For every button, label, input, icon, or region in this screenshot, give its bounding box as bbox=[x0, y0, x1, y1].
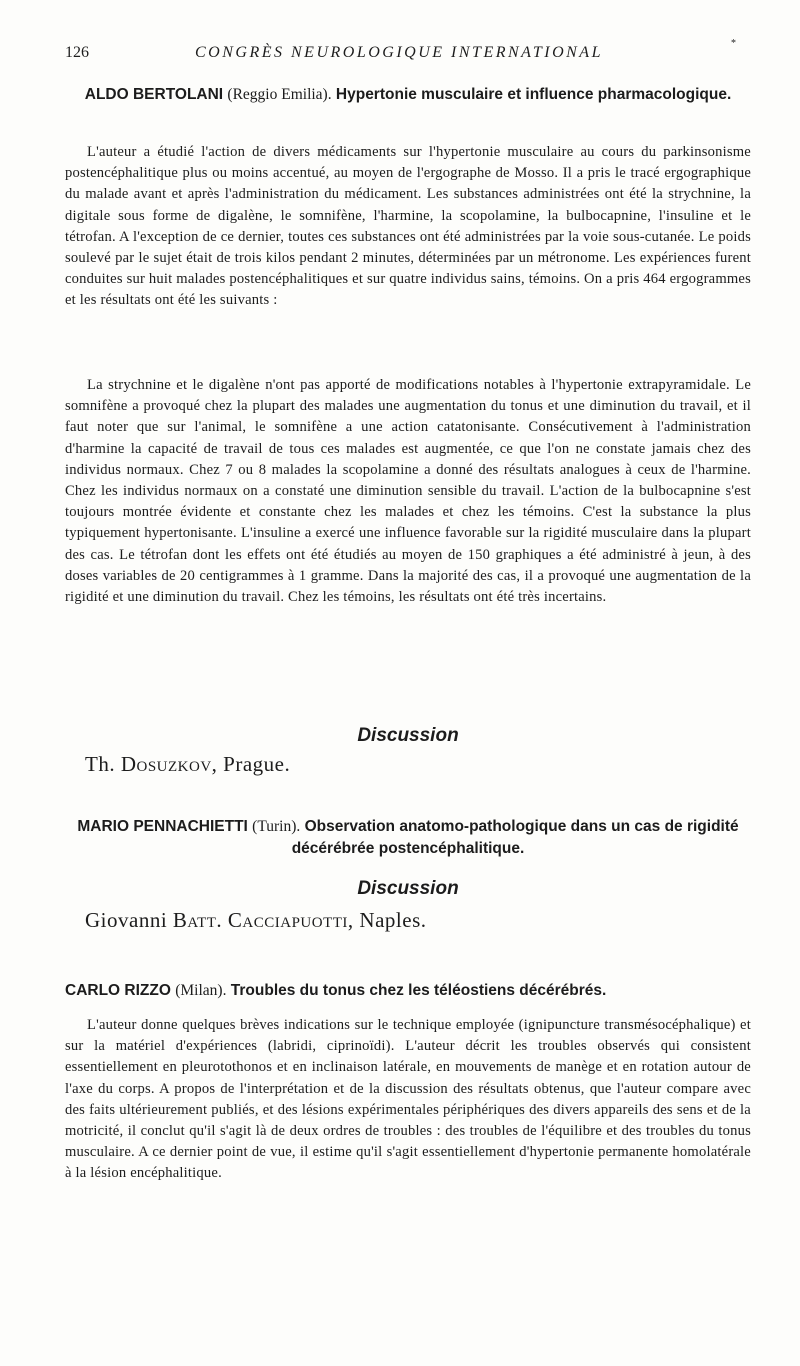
entry-1-heading bbox=[65, 84, 751, 106]
entry-3-affiliation: (Milan). bbox=[175, 982, 227, 999]
entry-1-discussant bbox=[85, 752, 290, 777]
entry-3-author: CARLO RIZZO bbox=[65, 982, 171, 999]
entry-1-paragraph-2: La strychnine et le digalène n'ont pas apporté de modifications notables à l'hypertonie extrapyramidale. Le somnifène a provoqué chez la plupart des malades une augmentation du tonus et une diminution du travail, et il faut noter que sur l'animal, le somnifène a une action catatonisante. Consécutivement à l'administration d'harmine la capacité de travail de tous ces malades est augmentée, ce que l'on ne constate jamais chez des individus normaux. Chez 7 ou 8 malades la scopolamine a donné des résultats analogues à ceux de l'harmine. Chez les individus normaux on a constaté une diminution sensible du travail. L'action de la bulbocapnine s'est toujours montrée évidente et constante chez les malades et chez les témoins. C'est la substance la plus typiquement hypertonisante. L'insuline a exercé une influence favorable sur la rigidité musculaire dans la plupart des cas. Le tétrofan dont les effets ont été étudiés au moyen de 150 graphiques a été administré à jeun, à des doses variables de 20 centigrammes à 1 gramme. Dans la majorité des cas, il a provoqué une augmentation de la rigidité et une diminution du travail. Chez les témoins, les résultats ont été très incertains. bbox=[65, 377, 751, 606]
entry-2-discussant-prefix: Giovanni bbox=[85, 908, 173, 932]
entry-1-affiliation: (Reggio Emilia). bbox=[227, 86, 332, 103]
page-number: 126 bbox=[65, 44, 89, 61]
entry-1-discussant-name: Dosuzkov bbox=[120, 752, 212, 776]
entry-1-author: ALDO BERTOLANI bbox=[84, 86, 224, 103]
entry-1-discussion-heading: Discussion bbox=[357, 725, 459, 746]
entry-3-heading bbox=[65, 980, 751, 1002]
running-title: CONGRÈS NEUROLOGIQUE INTERNATIONAL bbox=[195, 44, 603, 61]
entry-3-title: Troubles du tonus chez les téléostiens décérébrés. bbox=[230, 982, 607, 999]
entry-2-heading bbox=[65, 816, 751, 860]
entry-2-discussant-city: , Naples. bbox=[347, 908, 427, 932]
entry-1-discussant-city: , Prague. bbox=[211, 752, 291, 776]
entry-1-paragraph-1: L'auteur a étudié l'action de divers médicaments sur l'hypertonie musculaire au cours du parkinsonisme postencéphalitique plus ou moins accentué, au moyen de l'ergographe de Mosso. Il a pris le tracé ergographique du malade avant et après l'administration du médicament. Les substances administrées ont été la strychnine, la digitale sous forme de digalène, le somnifène, l'harmine, la scopolamine, la bulbocapnine, l'insuline et le tétrofan. A l'exception de ce dernier, toutes ces substances ont été administrées par la voie sous-cutanée. Le poids soulevé par le sujet était de trois kilos pendant 2 minutes, déterminées par un métronome. Les expériences furent conduites sur huit malades postencéphalitiques et sur quatre individus sains, témoins. On a pris 464 ergogrammes et les résultats ont été les suivants : bbox=[65, 144, 751, 309]
entry-2-discussant-name: Batt. Cacciapuotti bbox=[172, 908, 348, 932]
entry-2-author: MARIO PENNACHIETTI bbox=[77, 818, 248, 835]
entry-2-discussant bbox=[85, 908, 427, 933]
entry-1-discussant-prefix: Th. bbox=[85, 752, 121, 776]
corner-mark: * bbox=[731, 38, 736, 49]
entry-2-affiliation: (Turin). bbox=[252, 818, 301, 835]
entry-2-title: Observation anatomo-pathologique dans un cas de rigidité décérébrée postencéphalitique. bbox=[291, 818, 739, 857]
entry-1-title: Hypertonie musculaire et influence pharmacologique. bbox=[335, 86, 732, 103]
entry-3-paragraph: L'auteur donne quelques brèves indications sur le technique employée (ignipuncture transmésocéphalique) et sur la matériel d'expériences (labridi, ciprinoïdi). L'auteur décrit les troubles observés qui consistent essentiellement en pleurotothonos et en inclinaison latérale, en mouvements de manège et en rotation autour de l'axe du corps. A propos de l'interprétation et de la discussion des résultats obtenus, que l'auteur compare avec des faits ultérieurement publiés, et des lésions expérimentales périphériques des divers appareils des sens et de la motricité, il conclut qu'il s'agit là de deux ordres de troubles : des troubles de l'équilibre et des troubles du tonus musculaire. A ce dernier point de vue, il estime qu'il s'agit essentiellement d'hypertonie permanente homolatérale à la lésion encéphalitique. bbox=[65, 1017, 751, 1182]
running-header bbox=[65, 44, 751, 68]
entry-2-discussion-heading: Discussion bbox=[357, 878, 459, 899]
